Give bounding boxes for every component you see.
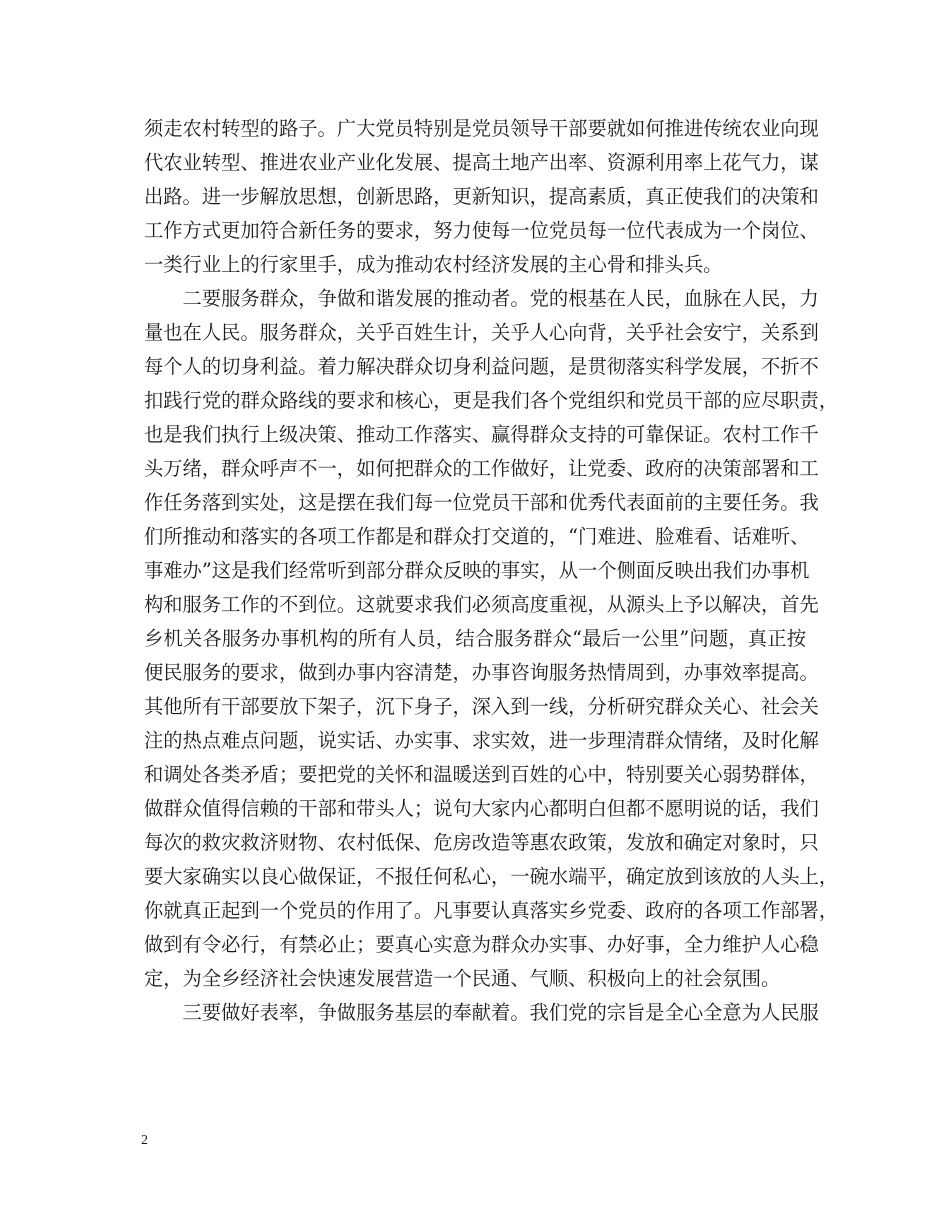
text-line: 们所推动和落实的各项工作都是和群众打交道的，“门难进、脸难看、话难听、 bbox=[144, 525, 810, 548]
text-line: 注的热点难点问题，说实话、办实事、求实效，进一步理清群众情绪，及时化解 bbox=[144, 729, 819, 752]
text-line: 也是我们执行上级决策、推动工作落实、赢得群众支持的可靠保证。农村工作千 bbox=[144, 423, 819, 446]
text-line: 须走农村转型的路子。广大党员特别是党员领导干部要就如何推进传统农业向现 bbox=[144, 117, 819, 140]
page-number: 2 bbox=[141, 1133, 148, 1148]
text-line: 头万绪，群众呼声不一，如何把群众的工作做好，让党委、政府的决策部署和工 bbox=[144, 457, 819, 480]
text-line: 三要做好表率，争做服务基层的奉献着。我们党的宗旨是全心全意为人民服 bbox=[144, 1001, 819, 1024]
text-line: 扣践行党的群众路线的要求和核心，更是我们各个党组织和党员干部的应尽职责， bbox=[144, 389, 839, 412]
text-line: 代农业转型、推进农业产业化发展、提高土地产出率、资源利用率上花气力，谋 bbox=[144, 151, 819, 174]
text-line: 其他所有干部要放下架子，沉下身子，深入到一线，分析研究群众关心、社会关 bbox=[144, 695, 819, 718]
text-line: 量也在人民。服务群众，关乎百姓生计，关乎人心向背，关乎社会安宁，关系到 bbox=[144, 321, 819, 344]
text-line: 一类行业上的行家里手，成为推动农村经济发展的主心骨和排头兵。 bbox=[144, 253, 723, 276]
text-line: 作任务落到实处，这是摆在我们每一位党员干部和优秀代表面前的主要任务。我 bbox=[144, 491, 819, 514]
text-line: 定，为全乡经济社会快速发展营造一个民通、气顺、积极向上的社会氛围。 bbox=[144, 967, 781, 990]
text-line: 你就真正起到一个党员的作用了。凡事要认真落实乡党委、政府的各项工作部署， bbox=[144, 899, 839, 922]
text-line: 要大家确实以良心做保证，不报任何私心，一碗水端平，确定放到该放的人头上， bbox=[144, 865, 839, 888]
text-line: 和调处各类矛盾；要把党的关怀和温暖送到百姓的心中，特别要关心弱势群体， bbox=[144, 763, 819, 786]
text-line: 出路。进一步解放思想，创新思路，更新知识，提高素质，真正使我们的决策和 bbox=[144, 185, 819, 208]
text-line: 乡机关各服务办事机构的所有人员，结合服务群众“最后一公里”问题，真正按 bbox=[144, 627, 806, 650]
text-line: 做到有令必行，有禁必止；要真心实意为群众办实事、办好事，全力维护人心稳 bbox=[144, 933, 819, 956]
text-line: 构和服务工作的不到位。这就要求我们必须高度重视，从源头上予以解决，首先 bbox=[144, 593, 819, 616]
text-line: 二要服务群众，争做和谐发展的推动者。党的根基在人民，血脉在人民，力 bbox=[144, 287, 819, 310]
text-line: 事难办”这是我们经常听到部分群众反映的事实，从一个侧面反映出我们办事机 bbox=[144, 559, 810, 582]
text-line: 做群众值得信赖的干部和带头人；说句大家内心都明白但都不愿明说的话，我们 bbox=[144, 797, 819, 820]
text-line: 每个人的切身利益。着力解决群众切身利益问题，是贯彻落实科学发展，不折不 bbox=[144, 355, 819, 378]
body-text bbox=[144, 112, 839, 1030]
text-line: 工作方式更加符合新任务的要求，努力使每一位党员每一位代表成为一个岗位、 bbox=[144, 219, 819, 242]
text-line: 便民服务的要求，做到办事内容清楚，办事咨询服务热情周到，办事效率提高。 bbox=[144, 661, 819, 684]
text-line: 每次的救灾救济财物、农村低保、危房改造等惠农政策，发放和确定对象时，只 bbox=[144, 831, 819, 854]
